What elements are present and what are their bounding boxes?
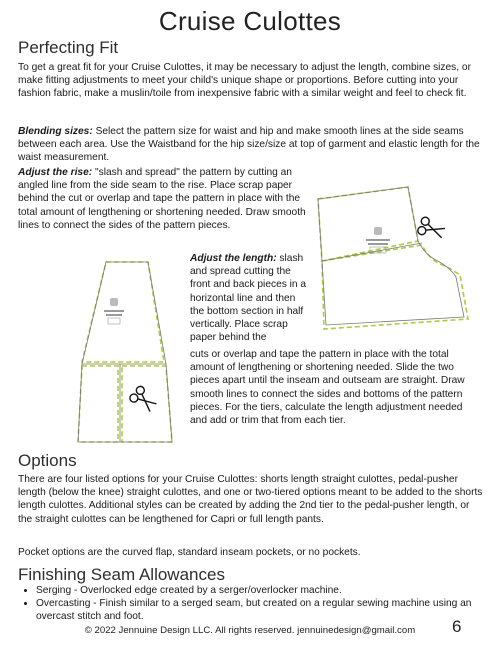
pockets-paragraph: Pocket options are the curved flap, standard inseam pockets, or no pockets.	[18, 547, 361, 558]
rise-text: "slash and spread" the pattern by cutting an angled line from the side seam to the rise. Place scrap paper behind the cut or overlap and tape the pattern in place with the total amount of lengthening or shortening needed. Draw smooth lines to connect the sides of the pattern pieces.	[18, 167, 306, 231]
finishing-list	[18, 584, 496, 623]
options-heading: Options	[18, 451, 77, 470]
rise-paragraph	[18, 166, 308, 232]
page-title: Cruise Culottes	[158, 6, 342, 36]
footer: © 2022 Jennuine Design LLC. All rights reserved. jennuinedesign@gmail.com	[84, 625, 416, 636]
blending-text: Select the pattern size for waist and hip and make smooth lines at the side seams between each area. Use the Waistband for the hip size/size at top of garment and elastic length for the waist measurement.	[18, 126, 480, 164]
intro-paragraph: To get a great fit for your Cruise Culottes, it may be necessary to adjust the length, combine sizes, or make fitting adjustments to meet your child's unique shape or proportions. Before cutting into your fashion fabric, make a muslin/toile from inexpensive fabric with a similar weight and feel to check fit.	[18, 62, 471, 100]
page-number: 6	[452, 617, 462, 636]
length-paragraph-wide: cuts or overlap and tape the pattern in place with the total amount of lengthening or shortening needed. Slide the two pieces apart until the inseam and outseam are straight. Draw smooth lines to connect the sides and bottoms of the pattern pieces. For the tiers, calculate the length adjustment needed and add or trim that from each tier.	[190, 349, 465, 427]
pattern-logo	[374, 227, 382, 235]
rise-label: Adjust the rise:	[18, 167, 93, 178]
finishing-item-serging: • Serging - Overlocked edge created by a serger/overlocker machine.	[36, 584, 496, 597]
blending-label: Blending sizes:	[18, 126, 93, 137]
pattern-upper-outline	[318, 187, 418, 261]
rise-adjustment-diagram	[310, 179, 490, 339]
scissors-icon	[417, 216, 447, 241]
blending-paragraph	[18, 125, 484, 165]
finishing-item-overcasting: • Overcasting - Finish similar to a serged seam, but created on a regular sewing machine using an overcast stitch and foot.	[36, 597, 496, 623]
pattern-logo	[110, 298, 118, 306]
pattern-lower-outline	[322, 245, 468, 329]
length-label: Adjust the length:	[190, 253, 277, 264]
scissors-icon	[128, 385, 159, 415]
options-paragraph: There are four listed options for your Cruise Culottes: shorts length straight culottes, pedal-pusher length (below the knee) straight culottes, and one or two-tiered options meant to be added to the shorts length culottes. Additional styles can be created by adding the 2nd tier to the pedal-pusher length, or the straight culottes can be lengthened for Capri or full length pants.	[18, 474, 483, 525]
length-adjustment-diagram	[76, 258, 196, 446]
pattern-bottom-left-outline	[78, 366, 118, 442]
length-paragraph-narrow	[190, 252, 310, 344]
length-text-narrow: slash and spread cutting the front and back pieces in a horizontal line and then the bottom section in half vertically. Place scrap paper behind the	[190, 253, 307, 344]
finishing-heading: Finishing Seam Allowances	[18, 565, 225, 584]
perfecting-fit-heading: Perfecting Fit	[18, 38, 119, 57]
